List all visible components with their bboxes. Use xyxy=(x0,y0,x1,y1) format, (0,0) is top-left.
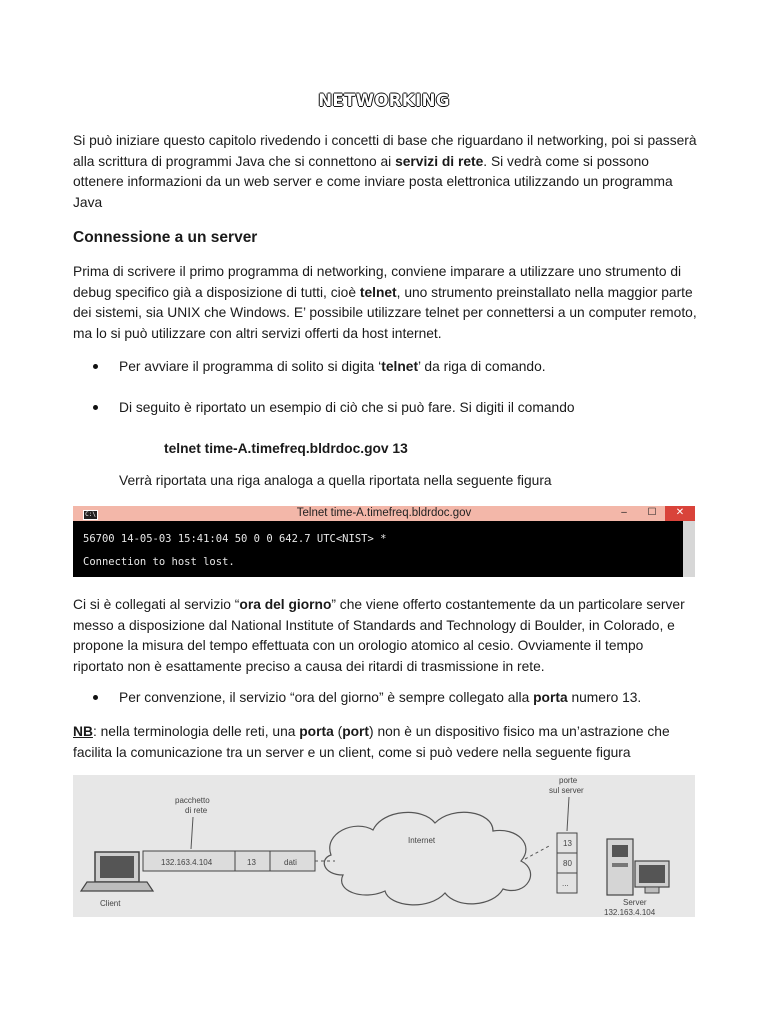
packet-label-line2: di rete xyxy=(185,806,208,815)
intro-bold-services: servizi di rete xyxy=(395,153,484,169)
ports-label-line2: sul server xyxy=(549,786,584,795)
client-laptop-icon xyxy=(81,852,153,891)
bullet-dot xyxy=(93,695,98,700)
port-80: 80 xyxy=(563,859,572,868)
bullet-port-13 xyxy=(97,688,697,708)
server-ip: 132.163.4.104 xyxy=(604,908,656,917)
nb-label: NB xyxy=(73,724,93,739)
figure-caption: Verrà riportata una riga analoga a quella riportata nella seguente figura xyxy=(119,473,552,488)
window-scrollbar[interactable] xyxy=(683,521,695,577)
network-diagram xyxy=(73,775,695,917)
server-computer-icon xyxy=(607,839,669,895)
nb-bold-porta: porta xyxy=(299,724,334,739)
page-title: NETWORKING xyxy=(318,91,450,110)
para3-text-2: ” che viene offerto costantemente da un particolare server messo a disposizione dal National Institute of Standards and Technology di Boulder, in Colorado, e propone la misura del tempo effettuata con un orologio atomico al cesio. Ovviamente il tempo riportato non è esattamente preciso a causa dei ritardi di trasmissione in rete. xyxy=(73,597,685,674)
bullet-example xyxy=(97,398,697,418)
bullet3-text-2: numero 13. xyxy=(567,690,642,705)
internet-label: Internet xyxy=(408,836,436,845)
bullet-dot xyxy=(93,405,98,410)
intro-paragraph xyxy=(73,131,697,213)
server-label: Server xyxy=(623,898,647,907)
para3-bold: ora del giorno xyxy=(239,597,332,612)
intro-text-1: Si può iniziare questo capitolo rivedendo i concetti di base che riguardano il networking, poi si passerà alla scrittura di programmi Java che si connettono ai xyxy=(73,133,697,169)
window-titlebar xyxy=(73,506,695,521)
bullet-dot xyxy=(93,364,98,369)
packet-port: 13 xyxy=(247,858,256,867)
bullet3-bold: porta xyxy=(533,690,568,705)
section-heading: Connessione a un server xyxy=(73,229,258,246)
para2-text-1: Prima di scrivere il primo programma di networking, conviene imparare a utilizzare uno strumento di debug specifico già a disposizione di tutti, cioè xyxy=(73,264,682,300)
nb-bold-port: port xyxy=(342,724,370,739)
bullet1-text-2: ’ da riga di comando. xyxy=(418,359,546,374)
console-icon: C:\ xyxy=(83,510,98,520)
nb-paragraph xyxy=(73,722,697,763)
port-13: 13 xyxy=(563,839,572,848)
packet-ip: 132.163.4.104 xyxy=(161,858,213,867)
para2-bold-telnet: telnet xyxy=(359,284,397,300)
client-label: Client xyxy=(100,899,121,908)
nb-text-1: : nella terminologia delle reti, una xyxy=(92,724,300,739)
packet-pointer-arrow xyxy=(191,817,193,849)
bullet1-bold: telnet xyxy=(381,359,419,374)
nb-text-3: ) non è un dispositivo fisico ma un’astrazione che facilita la comunicazione tra un server e un client, come si può vedere nella seguente figura xyxy=(73,724,670,760)
bullet3-text-1: Per convenzione, il servizio “ora del giorno” è sempre collegato alla xyxy=(119,690,534,705)
console-output-line: 56700 14-05-03 15:41:04 50 0 0 642.7 UTC<NIST> * xyxy=(83,533,387,545)
nb-text-2: ( xyxy=(333,724,343,739)
time-service-paragraph xyxy=(73,595,697,677)
port-more: ... xyxy=(562,879,569,888)
internet-cloud xyxy=(324,812,530,905)
bullet-text xyxy=(97,357,697,377)
close-button[interactable]: ✕ xyxy=(665,506,695,521)
bullet-start-telnet xyxy=(97,357,697,377)
intro-text-2: . Si vedrà come si possono ottenere informazioni da un web server e come inviare posta elettronica utilizzando un programma Java xyxy=(73,153,673,210)
minimize-button[interactable]: – xyxy=(621,507,627,518)
console-output-line: Connection to host lost. xyxy=(83,556,235,568)
bullet2-text: Di seguito è riportato un esempio di ciò che si può fare. Si digiti il comando xyxy=(119,400,575,415)
bullet3-text xyxy=(97,688,697,708)
telnet-window xyxy=(73,506,695,577)
bullet1-text-1: Per avviare il programma di solito si digita ‘ xyxy=(119,359,382,374)
packet-label-line1: pacchetto xyxy=(175,796,210,805)
telnet-paragraph xyxy=(73,262,697,344)
ports-label-line1: porte xyxy=(559,776,578,785)
ports-pointer-arrow xyxy=(567,797,569,831)
telnet-command: telnet time-A.timefreq.bldrdoc.gov 13 xyxy=(164,441,408,456)
para3-text-1: Ci si è collegati al servizio “ xyxy=(73,597,240,612)
maximize-button[interactable]: ☐ xyxy=(647,507,657,518)
para2-text-2: , uno strumento preinstallato nella maggior parte dei sistemi, sia UNIX che Windows. E’ possibile utilizzare telnet per connettersi a un computer remoto, ma lo si può utilizzare con altri servizi offerti da host internet. xyxy=(73,284,697,341)
packet-data: dati xyxy=(284,858,297,867)
window-title: Telnet time-A.timefreq.bldrdoc.gov xyxy=(296,507,472,519)
